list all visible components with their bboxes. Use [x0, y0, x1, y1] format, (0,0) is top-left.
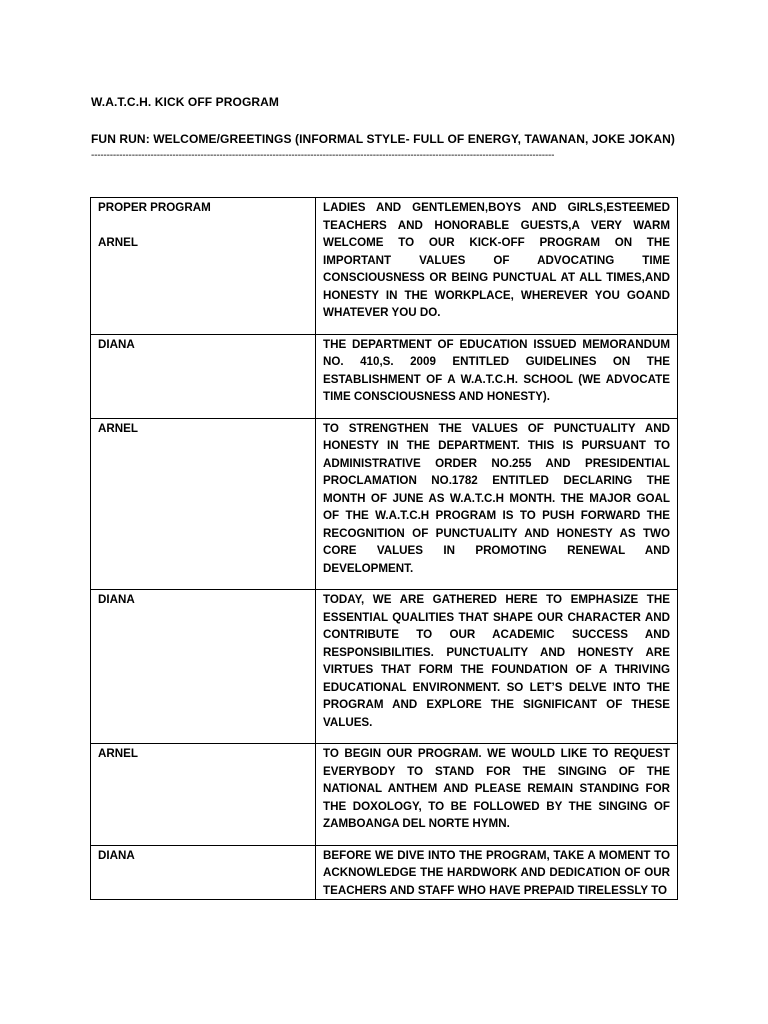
speech-text: BEFORE WE DIVE INTO THE PROGRAM, TAKE A MOMENT TO ACKNOWLEDGE THE HARDWORK AND DEDICATION OF OUR TEACHERS AND STAFF WHO HAVE PREPAID TIRELESSLY TO [316, 845, 678, 900]
speaker-name: ARNEL [98, 421, 138, 435]
speaker-name: ARNEL [98, 236, 138, 249]
speaker-cell [91, 418, 316, 590]
speaker-name: DIANA [98, 848, 135, 862]
document-title: W.A.T.C.H. KICK OFF PROGRAM [91, 95, 280, 109]
table-row [91, 418, 678, 590]
document-subtitle: FUN RUN: WELCOME/GREETINGS (INFORMAL STYLE- FULL OF ENERGY, TAWANAN, JOKE JOKAN) [91, 132, 676, 146]
speaker-cell [91, 334, 316, 418]
program-table [90, 197, 678, 900]
table-row [91, 334, 678, 418]
speaker-name: DIANA [98, 593, 135, 606]
table-row [91, 590, 678, 744]
speech-text: LADIES AND GENTLEMEN,BOYS AND GIRLS,ESTEEMED TEACHERS AND HONORABLE GUESTS,A VERY WARM WELCOME TO OUR KICK-OFF PROGRAM ON THE IMPORTANT VALUES OF ADVOCATING TIME CONSCIOUSNESS OR BEING PUNCTUAL AT ALL TIMES,AND HONESTY IN THE WORKPLACE, WHEREVER YOU GOAND WHATEVER YOU DO. [316, 198, 678, 335]
table-row [91, 198, 678, 335]
speaker-cell [91, 590, 316, 744]
table-row [91, 744, 678, 846]
speaker-cell [91, 744, 316, 846]
dashed-separator: ---------------------------------------------------------------------------------------------------------------------------------------------------- [91, 150, 555, 161]
speaker-cell [91, 198, 316, 335]
speaker-name: DIANA [98, 337, 135, 351]
table-row [91, 845, 678, 900]
section-label: PROPER PROGRAM [98, 201, 211, 214]
speech-text: TO STRENGTHEN THE VALUES OF PUNCTUALITY AND HONESTY IN THE DEPARTMENT. THIS IS PURSUANT TO ADMINISTRATIVE ORDER NO.255 AND PRESIDENTIAL PROCLAMATION NO.1782 ENTITLED DECLARING THE MONTH OF JUNE AS W.A.T.C.H MONTH. THE MAJOR GOAL OF THE W.A.T.C.H PROGRAM IS TO PUSH FORWARD THE RECOGNITION OF PUNCTUALITY AND HONESTY AS TWO CORE VALUES IN PROMOTING RENEWAL AND DEVELOPMENT. [316, 418, 678, 590]
speech-text: TO BEGIN OUR PROGRAM. WE WOULD LIKE TO REQUEST EVERYBODY TO STAND FOR THE SINGING OF THE NATIONAL ANTHEM AND PLEASE REMAIN STANDING FOR THE DOXOLOGY, TO BE FOLLOWED BY THE SINGING OF ZAMBOANGA DEL NORTE HYMN. [316, 744, 678, 846]
speaker-cell [91, 845, 316, 900]
speech-text: TODAY, WE ARE GATHERED HERE TO EMPHASIZE THE ESSENTIAL QUALITIES THAT SHAPE OUR CHARACTER AND CONTRIBUTE TO OUR ACADEMIC SUCCESS AND RESPONSIBILITIES. PUNCTUALITY AND HONESTY ARE VIRTUES THAT FORM THE FOUNDATION OF A THRIVING EDUCATIONAL ENVIRONMENT. SO LET’S DELVE INTO THE PROGRAM AND EXPLORE THE SIGNIFICANT OF THESE VALUES. [316, 590, 678, 744]
speech-text: THE DEPARTMENT OF EDUCATION ISSUED MEMORANDUM NO. 410,S. 2009 ENTITLED GUIDELINES ON THE ESTABLISHMENT OF A W.A.T.C.H. SCHOOL (WE ADVOCATE TIME CONSCIOUSNESS AND HONESTY). [316, 334, 678, 418]
speaker-name: ARNEL [98, 747, 138, 760]
